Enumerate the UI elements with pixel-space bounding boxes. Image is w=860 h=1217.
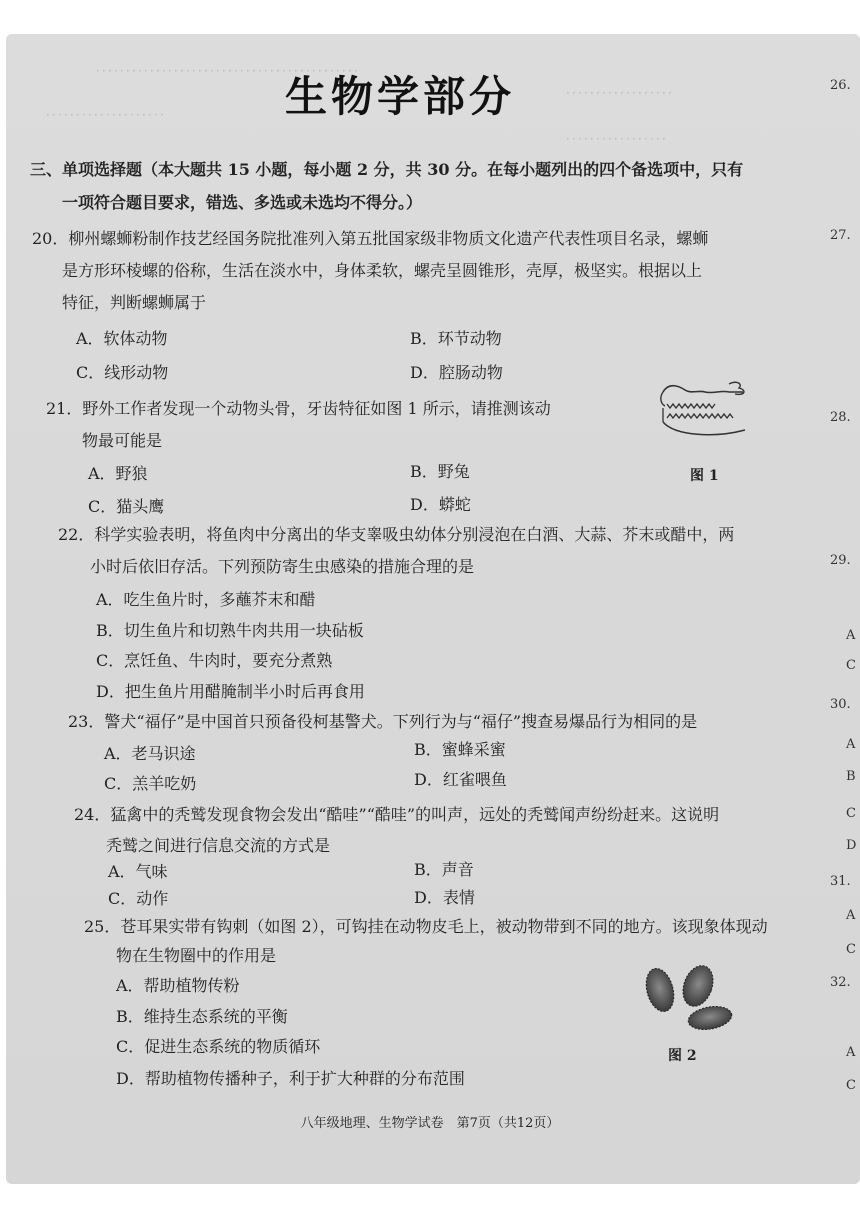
question-23-option-c[interactable]: C．羔羊吃奶: [104, 774, 197, 793]
margin-fragment: C: [846, 658, 856, 673]
margin-question-number: 26.: [830, 78, 851, 93]
question-25-option-a[interactable]: A．帮助植物传粉: [116, 976, 240, 995]
question-20-stem: 是方形环棱螺的俗称，生活在淡水中，身体柔软，螺壳呈圆锥形，壳厚，极坚实。根据以上: [62, 261, 703, 280]
question-21-option-b[interactable]: B．野兔: [410, 462, 470, 481]
question-25-option-b[interactable]: B．维持生态系统的平衡: [116, 1007, 288, 1026]
margin-fragment: C: [846, 942, 856, 957]
question-20-stem: 20．柳州螺蛳粉制作技艺经国务院批准列入第五批国家级非物质文化遗产代表性项目名录，螺蛳: [32, 229, 709, 248]
margin-fragment: C: [846, 806, 856, 821]
question-25-option-c[interactable]: C．促进生态系统的物质循环: [116, 1037, 321, 1056]
question-21-option-a[interactable]: A．野狼: [88, 464, 148, 483]
figure-2-caption: 图 2: [668, 1048, 697, 1064]
question-22-option-d[interactable]: D．把生鱼片用醋腌制半小时后再食用: [96, 682, 365, 701]
question-22-stem: 小时后依旧存活。下列预防寄生虫感染的措施合理的是: [90, 557, 475, 576]
question-21-stem: 物最可能是: [82, 431, 163, 450]
question-22-option-c[interactable]: C．烹饪鱼、牛肉时，要充分煮熟: [96, 651, 333, 670]
bleed-through-text: ．．．．．．．．．．．．．．．．．．．．: [46, 104, 173, 118]
margin-fragment: A: [846, 908, 856, 923]
bleed-through-text: ．．．．．．．．．．．．．．．．．．: [566, 82, 681, 96]
question-24-option-b[interactable]: B．声音: [414, 860, 474, 879]
question-23-stem: 23．警犬“福仔”是中国首只预备役柯基警犬。下列行为与“福仔”搜查易爆品行为相同的是: [68, 712, 698, 731]
cocklebur-fruit-figure: [640, 960, 740, 1038]
figure-1-caption: 图 1: [690, 468, 719, 484]
section-header: 三、单项选择题（本大题共 15 小题，每小题 2 分，共 30 分。在每小题列出的四个备选项中，只有: [30, 160, 744, 179]
skull-teeth-figure: [655, 378, 755, 448]
question-22-option-b[interactable]: B．切生鱼片和切熟牛肉共用一块砧板: [96, 621, 364, 640]
margin-fragment: D: [846, 838, 857, 853]
bleed-through-text: ．．．．．．．．．．．．．．．．．: [566, 128, 675, 142]
margin-fragment: B: [846, 769, 856, 784]
question-25-stem: 25．苍耳果实带有钩刺（如图 2），可钩挂在动物皮毛上，被动物带到不同的地方。该现象体现动: [84, 917, 768, 936]
question-25-stem: 物在生物圈中的作用是: [116, 946, 277, 965]
margin-question-number: 29.: [830, 553, 851, 568]
question-20-option-d[interactable]: D．腔肠动物: [410, 363, 503, 382]
question-24-stem: 24．猛禽中的秃鹫发现食物会发出“酷哇”“酷哇”的叫声，远处的秃鹫闻声纷纷赶来。这说明: [74, 805, 720, 824]
question-20-option-c[interactable]: C．线形动物: [76, 363, 169, 382]
margin-fragment: C: [846, 1078, 856, 1093]
bleed-through-text: ．．．．．．．．．．．．．．．．．．．．．．．．．．．．．．．．．．．．．．．．．．．．: [96, 60, 367, 74]
question-24-option-a[interactable]: A．气味: [108, 862, 168, 881]
margin-fragment: A: [846, 737, 856, 752]
question-24-stem: 秃鹫之间进行信息交流的方式是: [106, 836, 331, 855]
question-21-option-d[interactable]: D．蟒蛇: [410, 495, 471, 514]
section-header-continued: 一项符合题目要求，错选、多选或未选均不得分。）: [62, 193, 423, 212]
question-20-option-b[interactable]: B．环节动物: [410, 329, 502, 348]
question-23-option-a[interactable]: A．老马识途: [104, 744, 196, 763]
margin-question-number: 31.: [830, 874, 851, 889]
page-footer: 八年级地理、生物学试卷 第7页（共12页）: [300, 1116, 560, 1131]
question-24-option-c[interactable]: C．动作: [108, 889, 169, 908]
question-21-stem: 21．野外工作者发现一个动物头骨，牙齿特征如图 1 所示，请推测该动: [46, 399, 551, 418]
question-22-option-a[interactable]: A．吃生鱼片时，多蘸芥末和醋: [96, 590, 316, 609]
margin-question-number: 28.: [830, 410, 851, 425]
margin-fragment: A: [846, 1045, 856, 1060]
question-23-option-d[interactable]: D．红雀喂鱼: [414, 770, 507, 789]
question-21-option-c[interactable]: C．猫头鹰: [88, 497, 165, 516]
question-20-option-a[interactable]: A．软体动物: [76, 329, 168, 348]
question-24-option-d[interactable]: D．表情: [414, 888, 475, 907]
question-20-stem: 特征，判断螺蛳属于: [62, 293, 207, 312]
question-25-option-d[interactable]: D．帮助植物传播种子，利于扩大种群的分布范围: [116, 1069, 465, 1088]
margin-question-number: 30.: [830, 697, 851, 712]
question-22-stem: 22．科学实验表明，将鱼肉中分离出的华支睾吸虫幼体分别浸泡在白酒、大蒜、芥末或醋中，两: [58, 525, 735, 544]
margin-question-number: 32.: [830, 975, 851, 990]
margin-question-number: 27.: [830, 228, 851, 243]
question-23-option-b[interactable]: B．蜜蜂采蜜: [414, 740, 506, 759]
page-title: 生物学部分: [284, 72, 515, 121]
margin-fragment: A: [846, 628, 856, 643]
